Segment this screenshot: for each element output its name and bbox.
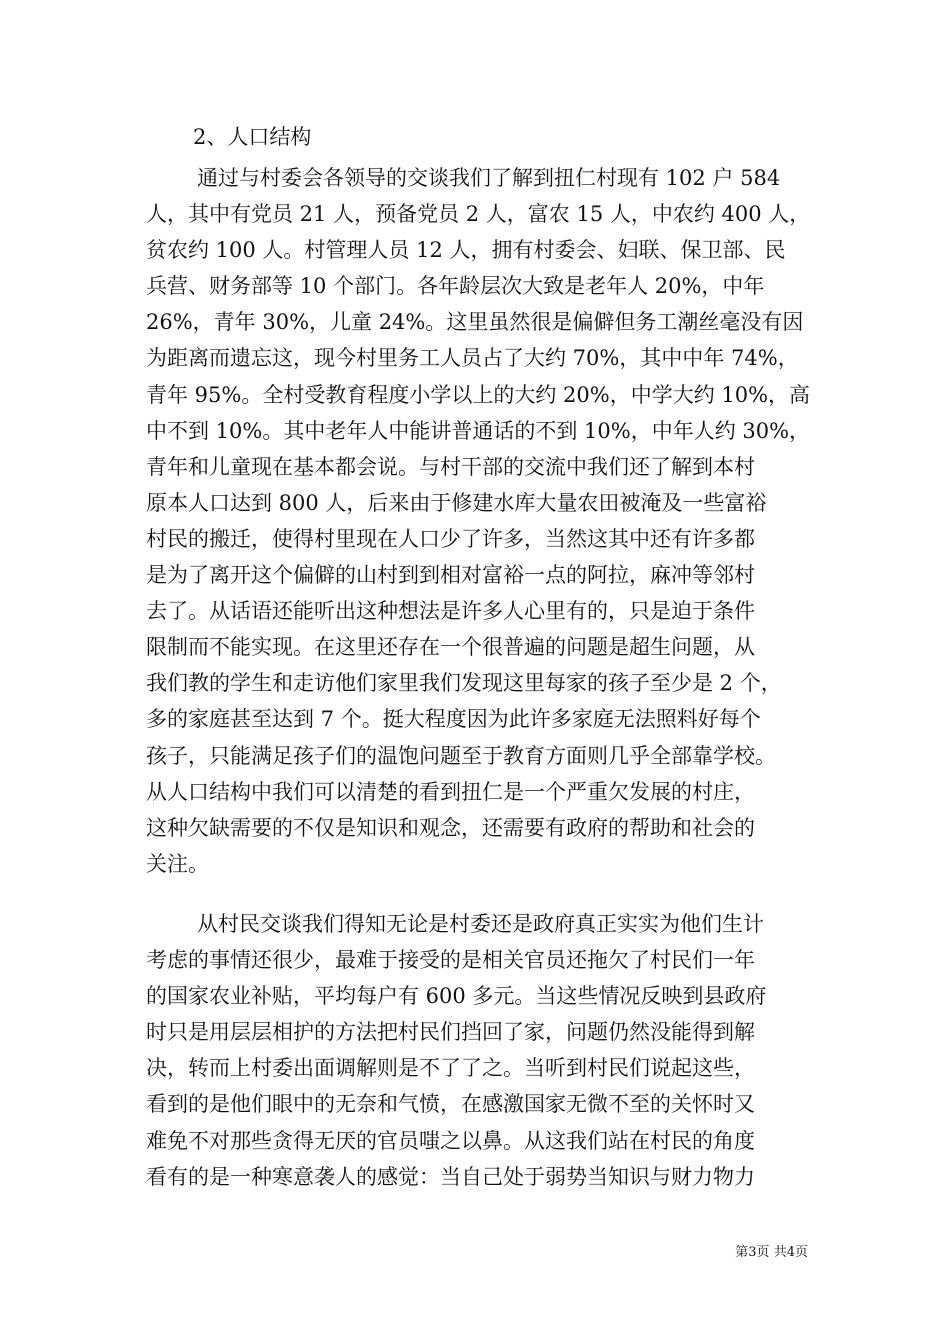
paragraph-line: 难免不对那些贪得无厌的官员嗤之以鼻。从这我们站在村民的角度 bbox=[146, 1128, 755, 1153]
section-heading: 2、人口结构 bbox=[193, 125, 312, 149]
footer-total-label: 共 bbox=[773, 1245, 787, 1260]
footer-total-pages: 4 bbox=[786, 1245, 795, 1260]
paragraph-line: 时只是用层层相护的方法把村民们挡回了家，问题仍然没能得到解 bbox=[146, 1020, 755, 1045]
paragraph-line: 从村民交谈我们得知无论是村委还是政府真正实实为他们生计 bbox=[197, 912, 764, 936]
paragraph-line: 看到的是他们眼中的无奈和气愤，在感激国家无微不至的关怀时又 bbox=[146, 1092, 755, 1117]
footer-current-page: 3 bbox=[748, 1245, 757, 1260]
paragraph-line: 村民的搬迁，使得村里现在人口少了许多，当然这其中还有许多都 bbox=[146, 526, 755, 551]
paragraph-line: 看有的是一种寒意袭人的感觉：当自己处于弱势当知识与财力物力 bbox=[146, 1164, 755, 1189]
paragraph-line: 孩子，只能满足孩子们的温饱问题至于教育方面则几乎全部靠学校。 bbox=[146, 743, 776, 768]
footer-page-unit: 页 bbox=[756, 1245, 770, 1260]
paragraph-line: 为距离而遗忘这，现今村里务工人员占了大约 70%，其中中年 74%， bbox=[146, 346, 799, 371]
paragraph-line: 去了。从话语还能听出这种想法是许多人心里有的，只是迫于条件 bbox=[146, 599, 755, 624]
paragraph-line: 限制而不能实现。在这里还存在一个很普遍的问题是超生问题，从 bbox=[146, 635, 755, 660]
paragraph-line: 是为了离开这个偏僻的山村到到相对富裕一点的阿拉，麻冲等邻村 bbox=[146, 563, 755, 588]
paragraph-line: 考虑的事情还很少，最难于接受的是相关官员还拖欠了村民们一年 bbox=[146, 948, 755, 973]
paragraph-line: 青年 95%。全村受教育程度小学以上的大约 20%，中学大约 10%，高 bbox=[146, 382, 811, 407]
paragraph-line: 原本人口达到 800 人，后来由于修建水库大量农田被淹及一些富裕 bbox=[146, 490, 767, 515]
paragraph-population bbox=[146, 160, 816, 882]
paragraph-line: 人，其中有党员 21 人，预备党员 2 人，富农 15 人，中农约 400 人， bbox=[146, 202, 811, 227]
footer-total-unit: 页 bbox=[794, 1245, 808, 1260]
paragraph-line: 的国家农业补贴，平均每户有 600 多元。当这些情况反映到县政府 bbox=[146, 984, 767, 1009]
footer-page-label: 第 bbox=[735, 1245, 749, 1260]
paragraph-line: 关注。 bbox=[146, 851, 209, 876]
paragraph-line: 青年和儿童现在基本都会说。与村干部的交流中我们还了解到本村 bbox=[146, 454, 755, 479]
paragraph-line: 这种欠缺需要的不仅是知识和观念，还需要有政府的帮助和社会的 bbox=[146, 815, 755, 840]
paragraph-line: 26%，青年 30%，儿童 24%。这里虽然很是偏僻但务工潮丝毫没有因 bbox=[146, 310, 804, 335]
paragraph-line: 贫农约 100 人。村管理人员 12 人，拥有村委会、妇联、保卫部、民 bbox=[146, 238, 786, 263]
page-number-footer bbox=[735, 1244, 808, 1262]
paragraph-villager-interviews bbox=[146, 906, 816, 1195]
paragraph-line: 从人口结构中我们可以清楚的看到扭仁是一个严重欠发展的村庄， bbox=[146, 779, 755, 804]
paragraph-line: 决，转而上村委出面调解则是不了了之。当听到村民们说起这些， bbox=[146, 1056, 755, 1081]
paragraph-line: 我们教的学生和走访他们家里我们发现这里每家的孩子至少是 2 个， bbox=[146, 671, 782, 696]
paragraph-line: 兵营、财务部等 10 个部门。各年龄层次大致是老年人 20%，中年 bbox=[146, 274, 765, 299]
paragraph-line: 多的家庭甚至达到 7 个。挺大程度因为此许多家庭无法照料好每个 bbox=[146, 707, 761, 732]
paragraph-line: 中不到 10%。其中老年人中能讲普通话的不到 10%，中年人约 30%， bbox=[146, 418, 811, 443]
paragraph-line: 通过与村委会各领导的交谈我们了解到扭仁村现有 102 户 584 bbox=[197, 166, 781, 190]
